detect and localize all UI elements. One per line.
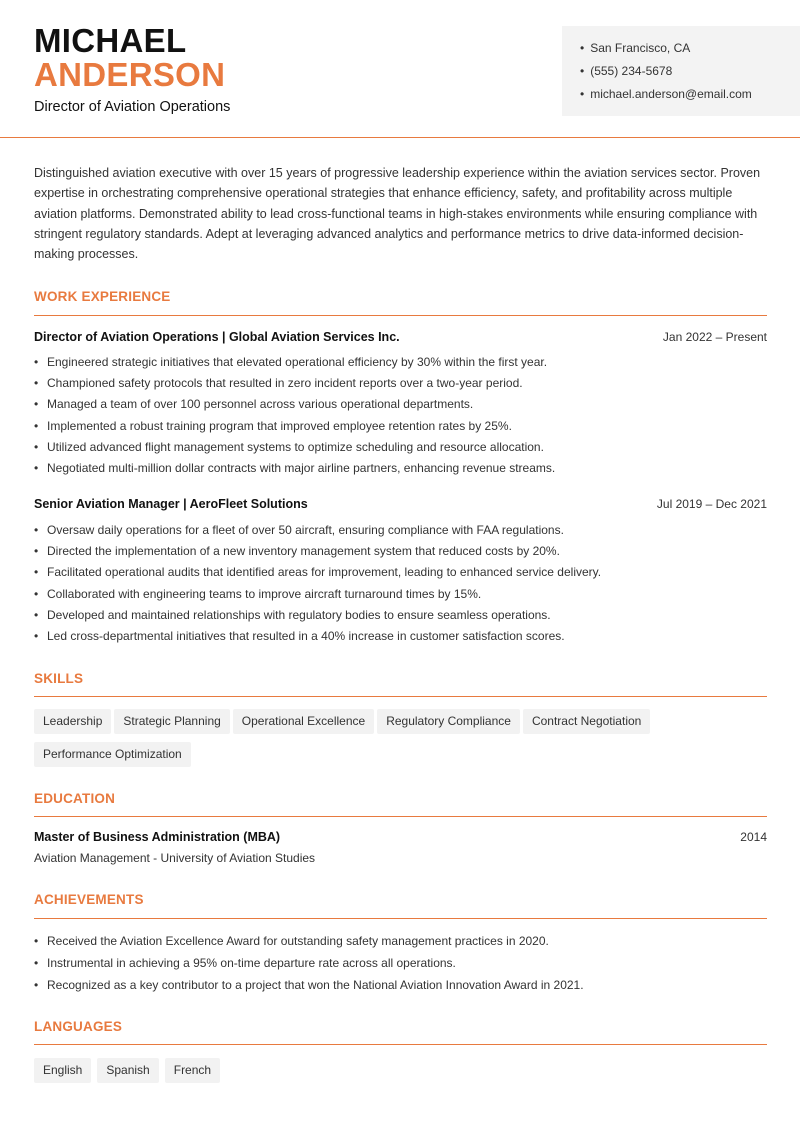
section-divider: [34, 816, 767, 817]
list-item: • Oversaw daily operations for a fleet of over 50 aircraft, ensuring compliance with FAA regulations.: [34, 520, 767, 541]
job-title: Director of Aviation Operations: [34, 99, 231, 115]
education-school: Aviation Management - University of Aviation Studies: [34, 851, 316, 865]
section-divider: [34, 1044, 767, 1045]
section-title-achievements: ACHIEVEMENTS: [34, 892, 144, 907]
job-role: Director of Aviation Operations | Global Aviation Services Inc.: [34, 330, 400, 344]
list-item: • Received the Aviation Excellence Award for outstanding safety management practices in 2020.: [34, 930, 767, 952]
skill-chip: Operational Excellence: [233, 709, 374, 734]
job-dates: Jul 2019 – Dec 2021: [656, 497, 767, 511]
resume-header: [0, 0, 800, 138]
list-item: • Instrumental in achieving a 95% on-time departure rate across all operations.: [34, 952, 767, 974]
section-divider: [34, 315, 767, 316]
summary-paragraph: Distinguished aviation executive with over 15 years of progressive leadership experience within the aviation services sector. Proven expertise in orchestrating comprehensive operational strategies that enhance efficiency, safety, and profitability across multiple aviation platforms. Demonstrated ability to lead cross-functional teams in high-stakes environments while ensuring compliance with stringent regulatory standards. Adept at leveraging advanced analytics and performance metrics to drive data-informed decision-making processes.: [34, 166, 761, 262]
contact-email[interactable]: • michael.anderson@email.com: [580, 87, 752, 101]
list-item: • Directed the implementation of a new inventory management system that reduced costs by 20%.: [34, 541, 767, 562]
list-item: • Implemented a robust training program that improved employee retention rates by 25%.: [34, 416, 767, 437]
education-year: 2014: [740, 830, 767, 844]
skill-chip: Contract Negotiation: [523, 709, 650, 734]
language-chip: English: [34, 1058, 91, 1083]
job-header: [34, 330, 767, 344]
section-divider: [34, 918, 767, 919]
skill-chip: Strategic Planning: [114, 709, 229, 734]
skill-chip: Leadership: [34, 709, 111, 734]
contact-phone: • (555) 234-5678: [580, 64, 672, 78]
list-item: • Utilized advanced flight management systems to optimize scheduling and resource allocation.: [34, 437, 767, 458]
section-title-languages: LANGUAGES: [34, 1019, 123, 1034]
job-role: Senior Aviation Manager | AeroFleet Solutions: [34, 497, 308, 511]
skills-list: [34, 709, 767, 775]
languages-list: [34, 1058, 767, 1091]
list-item: • Facilitated operational audits that identified areas for improvement, leading to enhanced service delivery.: [34, 562, 767, 583]
section-title-skills: SKILLS: [34, 671, 84, 686]
contact-box: [562, 26, 800, 116]
list-item: • Negotiated multi-million dollar contracts with major airline partners, enhancing revenue streams.: [34, 458, 767, 479]
section-title-work: WORK EXPERIENCE: [34, 289, 171, 304]
list-item: • Engineered strategic initiatives that elevated operational efficiency by 30% within the first year.: [34, 352, 767, 373]
list-item: • Led cross-departmental initiatives that resulted in a 40% increase in customer satisfaction scores.: [34, 626, 767, 647]
job-bullets: [34, 352, 767, 479]
first-name: MICHAEL: [34, 22, 187, 59]
skill-chip: Regulatory Compliance: [377, 709, 520, 734]
list-item: • Championed safety protocols that resulted in zero incident reports over a two-year period.: [34, 373, 767, 394]
job-header: [34, 497, 767, 511]
list-item: • Collaborated with engineering teams to improve aircraft turnaround times by 15%.: [34, 584, 767, 605]
list-item: • Developed and maintained relationships with regulatory bodies to ensure seamless operations.: [34, 605, 767, 626]
list-item: • Managed a team of over 100 personnel across various operational departments.: [34, 394, 767, 415]
skill-chip: Performance Optimization: [34, 742, 191, 767]
language-chip: French: [165, 1058, 220, 1083]
achievements-list: [34, 930, 767, 996]
section-divider: [34, 696, 767, 697]
last-name: ANDERSON: [34, 56, 226, 93]
job-dates: Jan 2022 – Present: [662, 330, 767, 344]
education-degree: Master of Business Administration (MBA): [34, 830, 281, 844]
job-bullets: [34, 520, 767, 647]
language-chip: Spanish: [97, 1058, 158, 1083]
list-item: • Recognized as a key contributor to a project that won the National Aviation Innovation Award in 2021.: [34, 974, 767, 996]
section-title-education: EDUCATION: [34, 791, 116, 806]
contact-location: • San Francisco, CA: [580, 41, 690, 55]
